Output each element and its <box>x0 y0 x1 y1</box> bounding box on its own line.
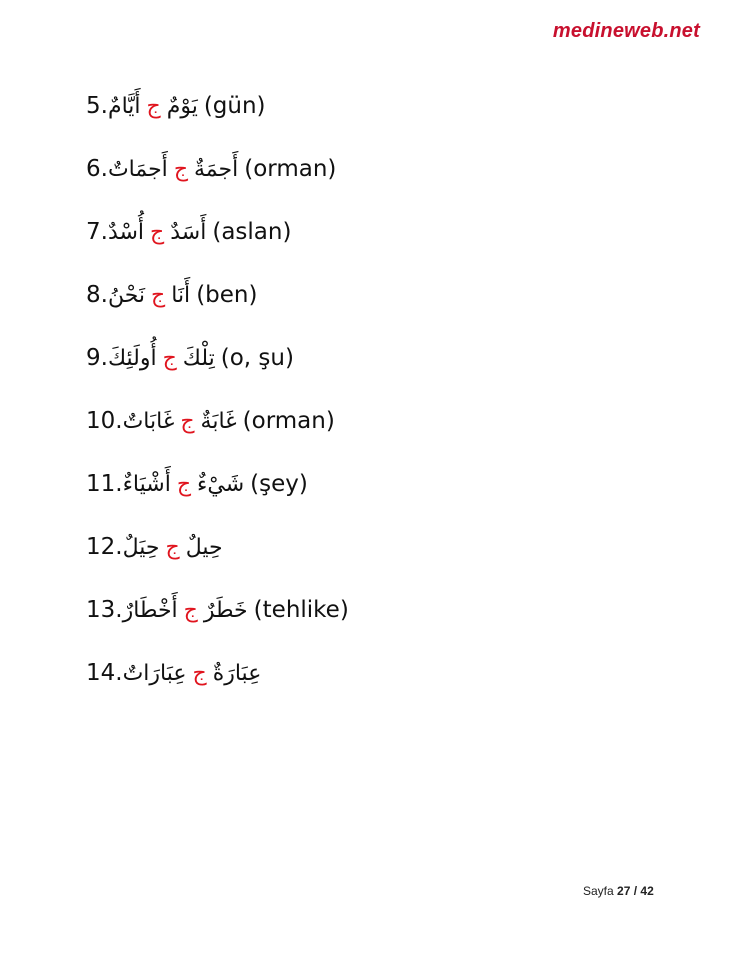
page-label: Sayfa <box>583 884 614 898</box>
arabic-entry <box>108 339 215 379</box>
vocab-row <box>86 653 686 716</box>
vocab-row <box>86 212 686 275</box>
plural-word: أُولَئِكَ <box>107 346 157 371</box>
plural-word: حِيَلٌ <box>122 535 160 560</box>
singular-word: غَابَةٌ <box>200 409 237 434</box>
total-pages: 42 <box>640 884 654 898</box>
arabic-entry <box>123 654 262 694</box>
item-number: 9. <box>86 345 108 371</box>
singular-word: يَوْمٌ <box>166 94 198 119</box>
plural-marker: ج <box>151 283 166 308</box>
plural-word: أَجمَاتٌ <box>107 157 168 182</box>
arabic-entry <box>108 87 198 127</box>
arabic-entry <box>123 528 223 568</box>
vocab-row <box>86 149 686 212</box>
singular-word: عِبَارَةٌ <box>212 661 262 686</box>
item-number: 6. <box>86 156 108 182</box>
plural-word: نَحْنُ <box>107 283 146 308</box>
plural-marker: ج <box>150 220 165 245</box>
vocab-row <box>86 527 686 590</box>
plural-marker: ج <box>176 472 192 497</box>
item-number: 7. <box>86 219 108 245</box>
singular-word: خَطَرٌ <box>203 598 248 623</box>
arabic-entry <box>123 402 237 442</box>
meaning: (orman) <box>244 156 337 182</box>
site-brand: medineweb.net <box>552 20 700 42</box>
arabic-entry <box>108 150 238 190</box>
plural-marker: ج <box>192 661 207 686</box>
arabic-entry <box>123 465 245 505</box>
meaning: (o, şu) <box>220 345 294 371</box>
plural-marker: ج <box>165 535 180 560</box>
singular-word: أَجمَةٌ <box>194 157 239 182</box>
meaning: (aslan) <box>212 219 292 245</box>
plural-word: غَابَاتٌ <box>122 409 175 434</box>
plural-marker: ج <box>180 409 195 434</box>
vocabulary-list <box>86 86 686 716</box>
plural-word: أَشْيَاءٌ <box>122 472 171 497</box>
plural-marker: ج <box>146 94 161 119</box>
singular-word: حِيلٌ <box>185 535 223 560</box>
meaning: (tehlike) <box>253 597 349 623</box>
item-number: 12. <box>86 534 123 560</box>
vocab-row <box>86 590 686 653</box>
vocab-row <box>86 86 686 149</box>
meaning: (şey) <box>250 471 308 497</box>
item-number: 11. <box>86 471 123 497</box>
current-page: 27 <box>617 884 631 898</box>
singular-word: أَسَدٌ <box>170 220 207 245</box>
meaning: (gün) <box>203 93 266 119</box>
plural-marker: ج <box>183 598 198 623</box>
vocab-row <box>86 338 686 401</box>
item-number: 10. <box>86 408 123 434</box>
arabic-entry <box>108 276 190 316</box>
plural-word: أُسْدٌ <box>107 220 145 245</box>
vocab-row <box>86 464 686 527</box>
singular-word: أَنَا <box>171 283 191 308</box>
plural-marker: ج <box>173 157 189 182</box>
page-divider: / <box>633 884 638 898</box>
meaning: (ben) <box>196 282 258 308</box>
singular-word: تِلْكَ <box>182 346 215 371</box>
item-number: 13. <box>86 597 123 623</box>
item-number: 14. <box>86 660 123 686</box>
vocab-row <box>86 275 686 338</box>
singular-word: شَيْءٌ <box>197 472 245 497</box>
arabic-entry <box>108 213 206 253</box>
arabic-entry <box>123 591 248 631</box>
vocab-row <box>86 401 686 464</box>
page-footer <box>583 884 654 898</box>
plural-word: أَيَّامٌ <box>107 94 141 119</box>
plural-word: أَخْطَارٌ <box>122 598 178 623</box>
item-number: 8. <box>86 282 108 308</box>
plural-word: عِبَارَاتٌ <box>122 661 187 686</box>
meaning: (orman) <box>242 408 335 434</box>
plural-marker: ج <box>162 346 177 371</box>
item-number: 5. <box>86 93 108 119</box>
